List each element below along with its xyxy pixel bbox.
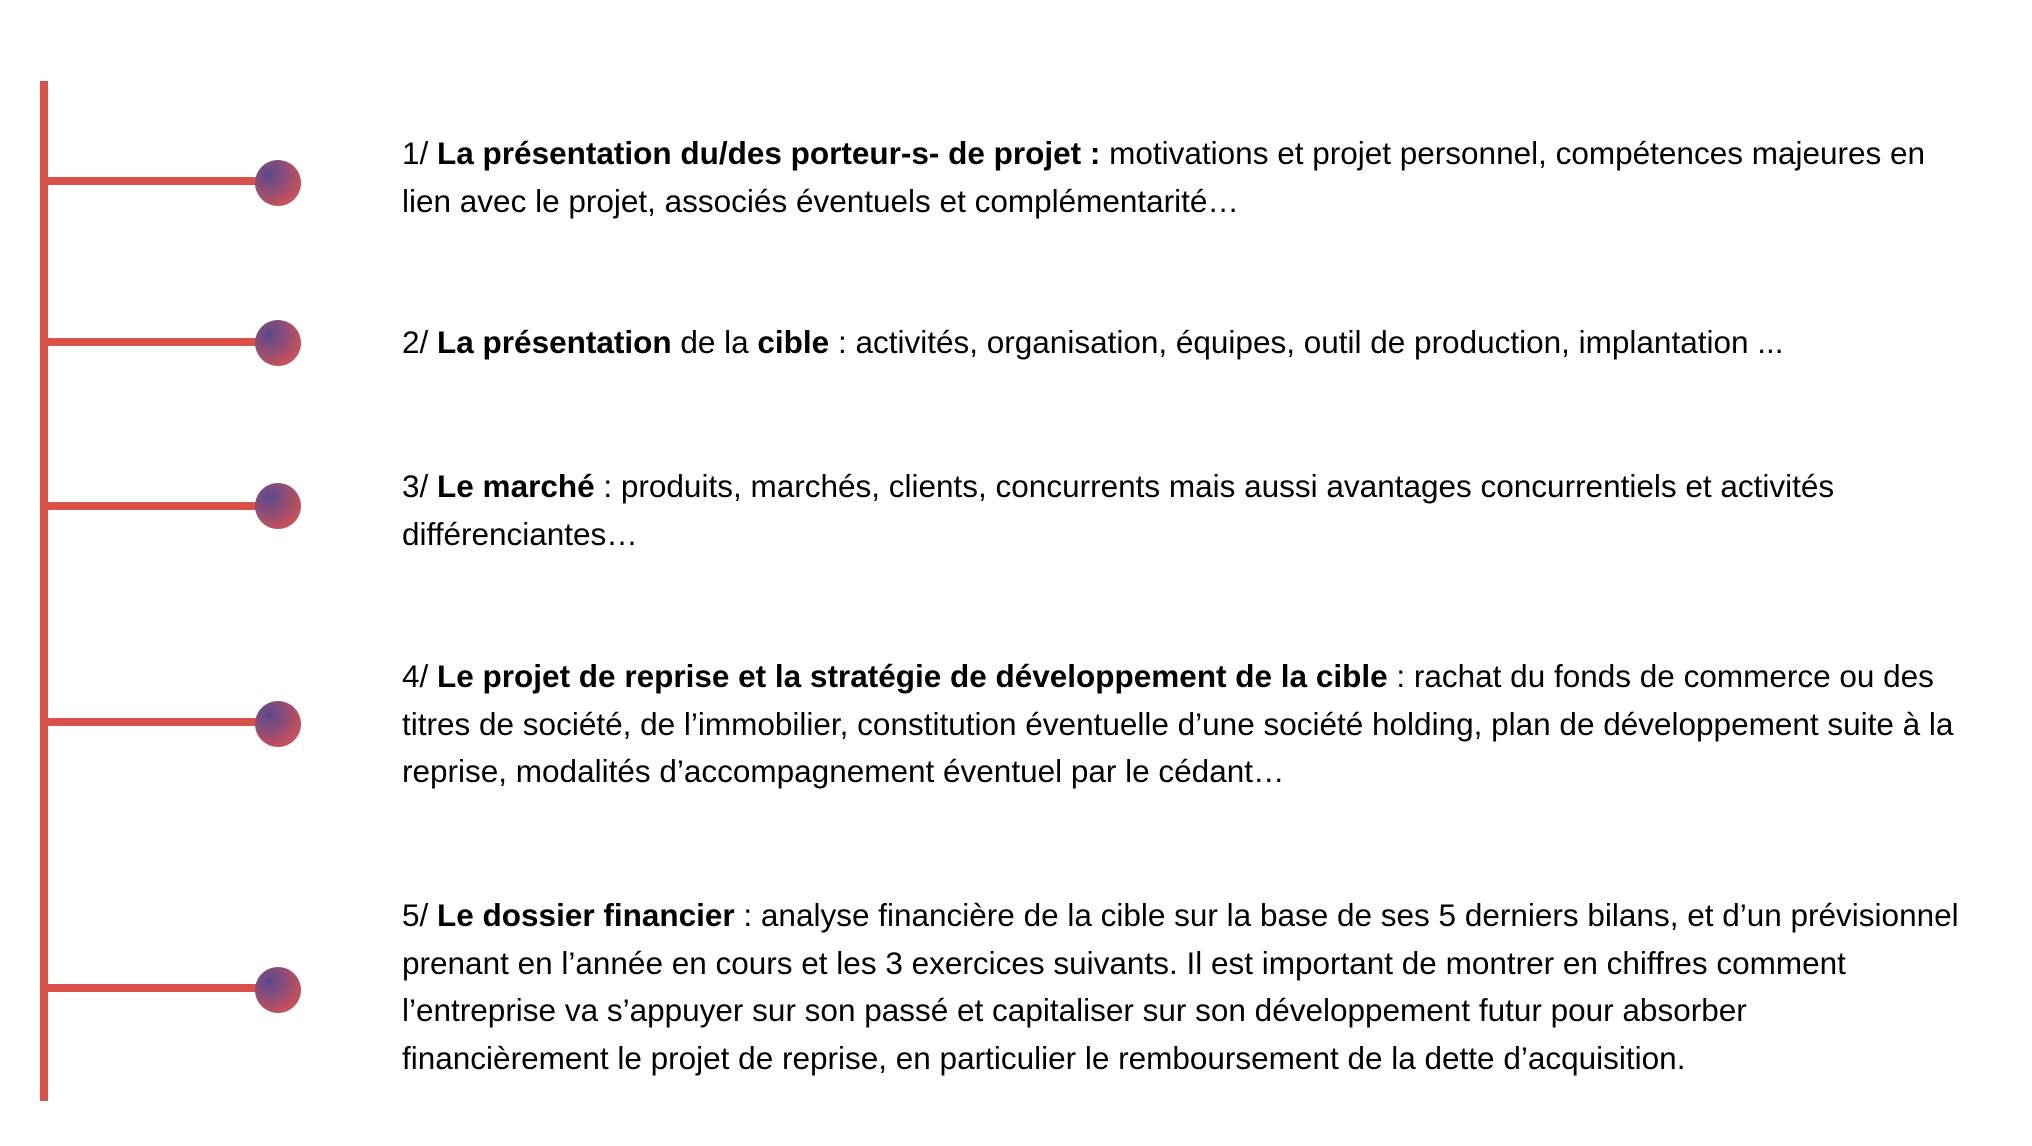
item-number: 1/ — [402, 135, 429, 171]
item-title: Le marché — [437, 468, 595, 504]
list-item-5 — [402, 892, 1962, 1082]
timeline-node-1-icon — [255, 160, 301, 206]
list-item-2 — [402, 319, 1962, 367]
item-title: La présentation — [437, 324, 672, 360]
item-title: La présentation du/des porteur-s- de projet : — [437, 135, 1101, 171]
item-number: 2/ — [402, 324, 429, 360]
item-title-cible: cible — [757, 324, 830, 360]
timeline-node-2-icon — [255, 320, 301, 366]
timeline-node-4-icon — [255, 701, 301, 747]
timeline-node-5-icon — [255, 967, 301, 1013]
item-number: 5/ — [402, 897, 429, 933]
item-title: Le projet de reprise et la stratégie de développement de la cible — [437, 658, 1388, 694]
timeline-spine — [40, 81, 48, 1101]
item-description: : produits, marchés, clients, concurrents mais aussi avantages concurrentiels et activités différenciantes… — [402, 468, 1835, 552]
timeline-branch-1 — [44, 177, 262, 185]
timeline-branch-5 — [44, 984, 262, 992]
item-description: : analyse financière de la cible sur la base de ses 5 derniers bilans, et d’un prévisionnel prenant en l’année en cours et les 3 exercices suivants. Il est important de montrer en chiffres comment l’entreprise va s’appuyer sur son passé et capitaliser sur son développement futur pour absorber financièrement le projet de reprise, en particulier le remboursement de la dette d’acquisition. — [402, 897, 1959, 1076]
item-number: 3/ — [402, 468, 429, 504]
timeline-branch-2 — [44, 338, 262, 346]
list-item-1 — [402, 130, 1962, 225]
timeline-branch-3 — [48, 502, 262, 510]
item-number: 4/ — [402, 658, 429, 694]
list-item-4 — [402, 653, 1962, 796]
item-description: : rachat du fonds de commerce ou des titres de société, de l’immobilier, constitution éventuelle d’une société holding, plan de développement suite à la reprise, modalités d’accompagnement éventuel par le cédant… — [402, 658, 1954, 789]
list-item-3 — [402, 463, 1962, 558]
item-description: : activités, organisation, équipes, outil de production, implantation ... — [829, 324, 1784, 360]
item-description: motivations et projet personnel, compétences majeures en lien avec le projet, associés éventuels et complémentarité… — [402, 135, 1926, 219]
item-title: Le dossier financier — [437, 897, 735, 933]
timeline-node-3-icon — [255, 483, 301, 529]
item-connector: de la — [671, 324, 758, 360]
timeline-branch-4 — [48, 718, 262, 726]
